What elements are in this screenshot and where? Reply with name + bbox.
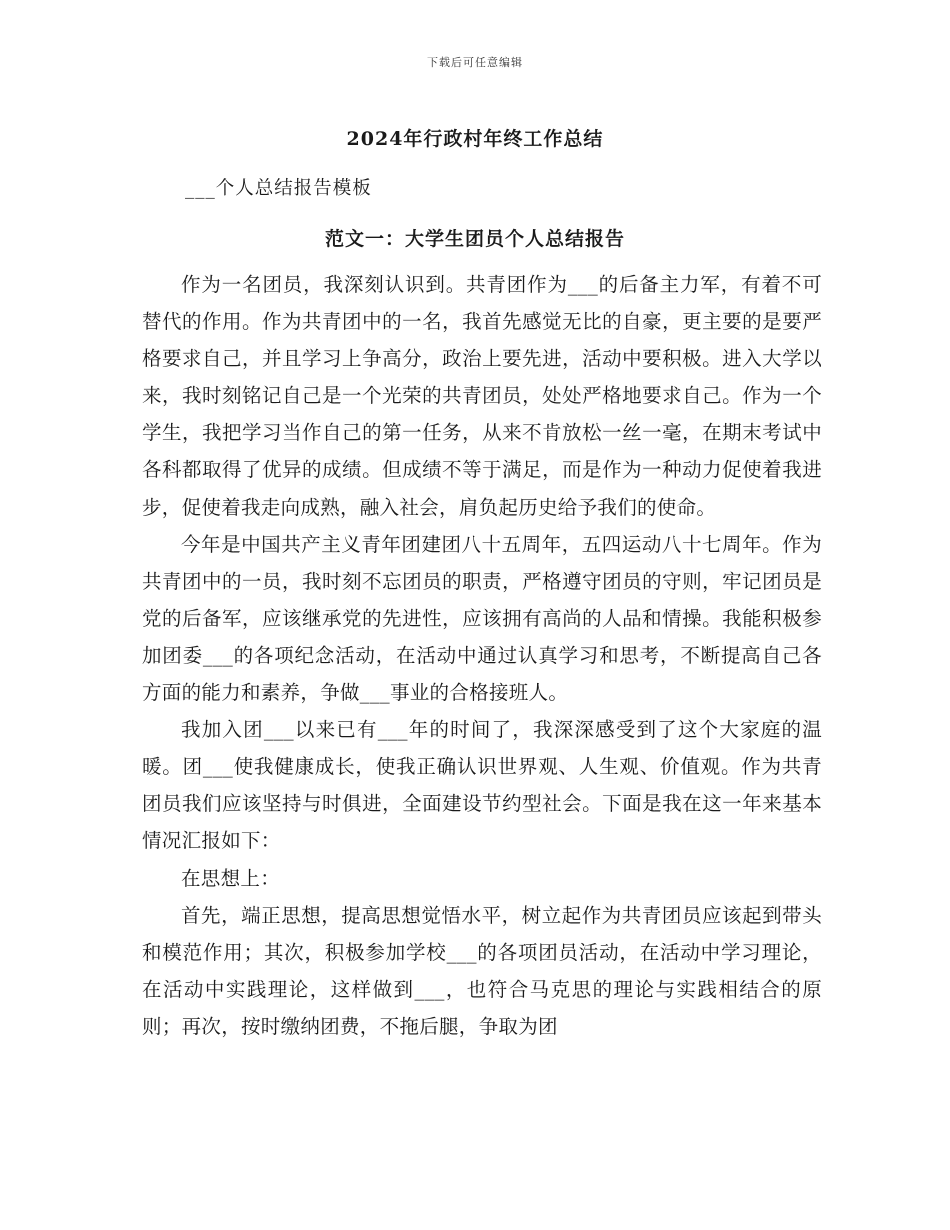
paragraph: 作为一名团员，我深刻认识到。共青团作为___的后备主力军，有着不可替代的作用。作为共青团中的一名，我首先感觉无比的自豪，更主要的是要严格要求自己，并且学习上争高分，政治上要先进，活动中要积极。进入大学以来，我时刻铭记自己是一个光荣的共青团员，处处严格地要求自己。作为一个学生，我把学习当作自己的第一任务，从来不肯放松一丝一毫，在期末考试中各科都取得了优异的成绩。但成绩不等于满足，而是作为一种动力促使着我进步，促使着我走向成熟，融入社会，肩负起历史给予我们的使命。 xyxy=(142,273,822,519)
paragraph: 首先，端正思想，提高思想觉悟水平，树立起作为共青团员应该起到带头和模范作用；其次，积极参加学校___的各项团员活动，在活动中学习理论，在活动中实践理论，这样做到___，也符合马克思的理论与实践相结合的原则；再次，按时缴纳团费，不拖后腿，争取为团 xyxy=(142,903,822,1038)
header-note: 下载后可任意编辑 xyxy=(427,56,523,69)
paragraph: 在思想上： xyxy=(181,866,281,890)
section-title: 范文一：大学生团员个人总结报告 xyxy=(324,228,625,250)
document-subtitle: ___个人总结报告模板 xyxy=(185,178,372,199)
body-text xyxy=(142,266,822,1045)
paragraph: 今年是中国共产主义青年团建团八十五周年，五四运动八十七周年。作为共青团中的一员，我时刻不忘团员的职责，严格遵守团员的守则，牢记团员是党的后备军，应该继承党的先进性，应该拥有高尚的人品和情操。我能积极参加团委___的各项纪念活动，在活动中通过认真学习和思考，不断提高自己各方面的能力和素养，争做___事业的合格接班人。 xyxy=(142,532,822,705)
document-title: 2024年行政村年终工作总结 xyxy=(346,128,604,150)
paragraph: 我加入团___以来已有___年的时间了，我深深感受到了这个大家庭的温暖。团___使我健康成长，使我正确认识世界观、人生观、价值观。作为共青团员我们应该坚持与时俱进，全面建设节约型社会。下面是我在这一年来基本情况汇报如下： xyxy=(142,718,822,853)
